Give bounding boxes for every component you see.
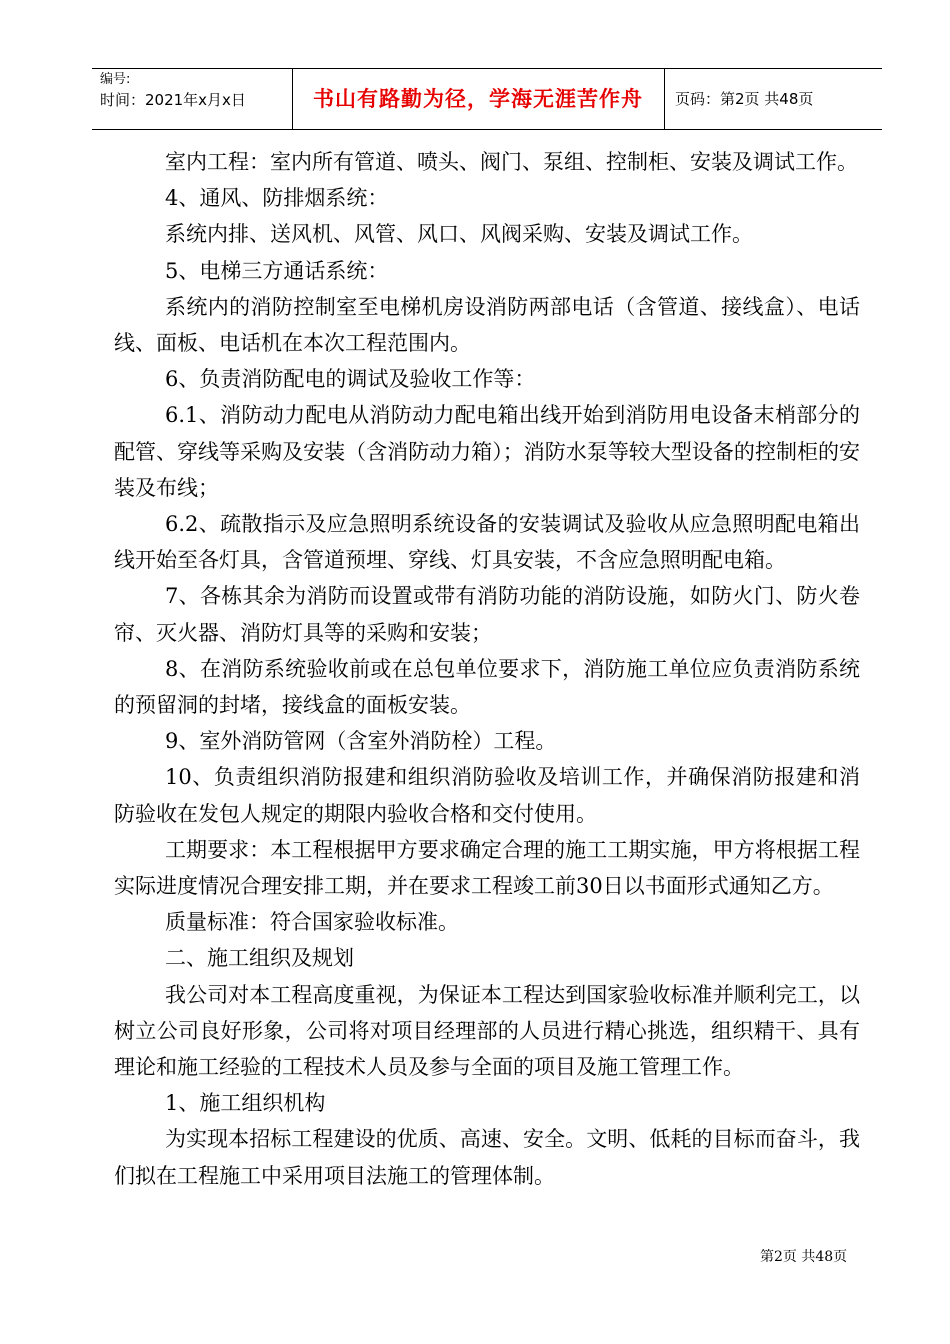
section-heading: 二、施工组织及规划 <box>165 946 354 971</box>
section-heading: 6、负责消防配电的调试及验收工作等： <box>165 367 536 392</box>
section-heading: 4、通风、防排烟系统： <box>165 186 389 211</box>
page-footer: 第2页 共48页 <box>760 1249 848 1265</box>
header-motto-cell <box>292 69 665 129</box>
section-heading: 5、电梯三方通话系统： <box>165 258 389 283</box>
document-body <box>114 144 860 1194</box>
body-paragraph: 质量标准：符合国家验收标准。 <box>165 910 459 935</box>
section-heading: 1、施工组织机构 <box>165 1091 326 1116</box>
document-number-label: 编号: <box>100 72 131 87</box>
header-motto: 书山有路勤为径，学海无涯苦作舟 <box>313 87 643 111</box>
header-page-code: 页码：第2页 共48页 <box>675 90 814 108</box>
body-paragraph: 6.1、消防动力配电从消防动力配电箱出线开始到消防用电设备末梢部分的配管、穿线等采购及安装（含消防动力箱）；消防水泵等较大型设备的控制柜的安装及布线； <box>114 403 860 500</box>
document-time-label: 时间：2021年x月x日 <box>100 91 246 109</box>
body-paragraph: 7、各栋其余为消防而设置或带有消防功能的消防设施，如防火门、防火卷帘、灭火器、消防灯具等的采购和安装； <box>114 584 860 645</box>
body-paragraph: 室内工程：室内所有管道、喷头、阀门、泵组、控制柜、安装及调试工作。 <box>165 150 858 174</box>
body-paragraph: 9、室外消防管网（含室外消防栓）工程。 <box>165 729 557 754</box>
body-paragraph: 系统内排、送风机、风管、风口、风阀采购、安装及调试工作。 <box>165 222 753 247</box>
body-paragraph: 系统内的消防控制室至电梯机房设消防两部电话（含管道、接线盒）、电话线、面板、电话机在本次工程范围内。 <box>114 294 860 356</box>
page-header <box>92 68 882 130</box>
header-page-cell <box>665 69 882 129</box>
body-paragraph: 工期要求：本工程根据甲方要求确定合理的施工工期实施，甲方将根据工程实际进度情况合理安排工期，并在要求工程竣工前30日以书面形式通知乙方。 <box>114 837 860 899</box>
header-info-cell <box>92 69 293 129</box>
body-paragraph: 6.2、疏散指示及应急照明系统设备的安装调试及验收从应急照明配电箱出线开始至各灯具，含管道预埋、穿线、灯具安装，不含应急照明配电箱。 <box>114 512 860 573</box>
body-paragraph: 我公司对本工程高度重视，为保证本工程达到国家验收标准并顺利完工，以树立公司良好形象，公司将对项目经理部的人员进行精心挑选，组织精干、具有理论和施工经验的工程技术人员及参与全面的项目及施工管理工作。 <box>114 982 860 1080</box>
body-paragraph: 8、在消防系统验收前或在总包单位要求下，消防施工单位应负责消防系统的预留洞的封堵，接线盒的面板安装。 <box>114 656 860 718</box>
body-paragraph: 为实现本招标工程建设的优质、高速、安全。文明、低耗的目标而奋斗，我们拟在工程施工中采用项目法施工的管理体制。 <box>114 1127 860 1188</box>
body-paragraph: 10、负责组织消防报建和组织消防验收及培训工作，并确保消防报建和消防验收在发包人规定的期限内验收合格和交付使用。 <box>114 765 860 826</box>
